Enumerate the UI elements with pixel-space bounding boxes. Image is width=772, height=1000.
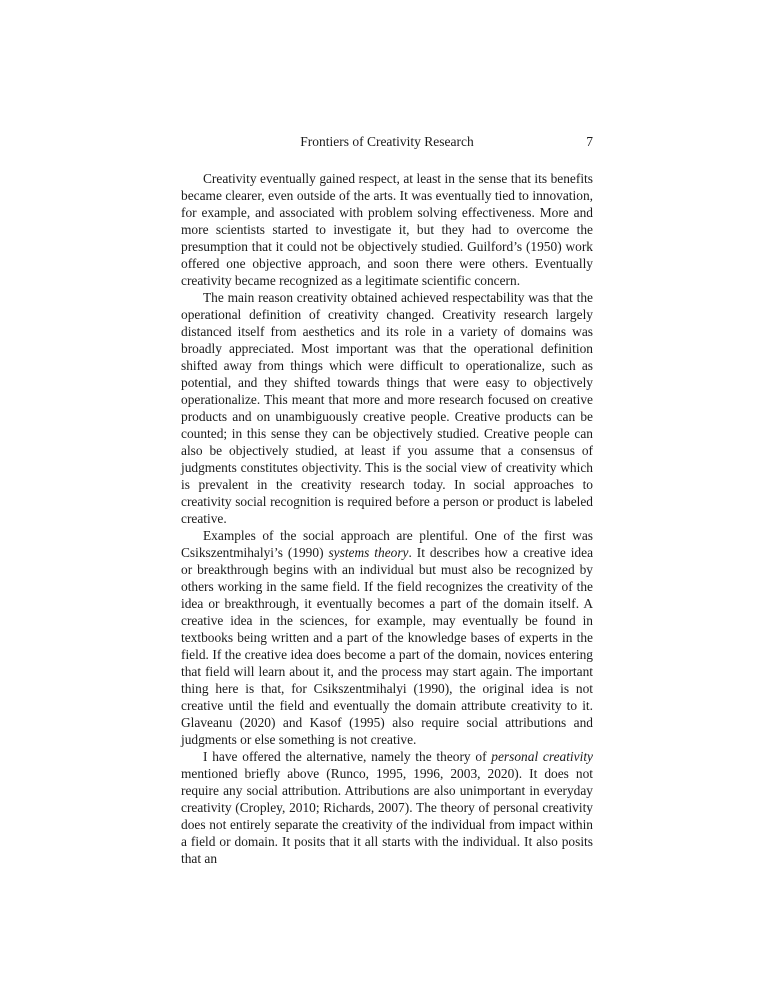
running-title: Frontiers of Creativity Research <box>300 134 474 149</box>
body-text <box>181 170 593 867</box>
paragraph-3-emphasis: systems theory <box>328 545 409 560</box>
paragraph-4-emphasis: personal creativity <box>491 749 593 764</box>
running-header <box>181 132 593 152</box>
paragraph-1: Creativity eventually gained respect, at least in the sense that its benefits became clearer, even outside of the arts. It was eventually tied to innovation, for example, and associated with problem solving effectiveness. More and more scientists started to investigate it, but they had to overcome the presumption that it could not be objectively studied. Guilford’s (1950) work offered one objective approach, and soon there were others. Eventually creativity became recognized as a legitimate scientific concern. <box>181 171 593 288</box>
paragraph-3-text-before: Examples of the social approach are plentiful. One of the first was Csikszentmihalyi’s (1990) <box>181 528 593 560</box>
paragraph-4-text-after: mentioned briefly above (Runco, 1995, 1996, 2003, 2020). It does not require any social attribution. Attributions are also unimportant in everyday creativity (Cropley, 2010; Richards, 2007). The theory of personal creativity does not entirely separate the creativity of the individual from impact within a field or domain. It posits that it all starts with the individual. It also posits that an <box>181 766 593 866</box>
page-number: 7 <box>586 134 593 149</box>
paragraph-4-text-before: I have offered the alternative, namely the theory of <box>203 749 492 764</box>
paragraph-3 <box>181 527 593 748</box>
paragraph-4 <box>181 748 593 867</box>
paragraph-3-text-after: . It describes how a creative idea or breakthrough begins with an individual but must also be recognized by others working in the same field. If the field recognizes the creativity of the idea or breakthrough, it eventually becomes a part of the domain itself. A creative idea in the sciences, for example, may eventually be found in textbooks being written and a part of the knowledge bases of experts in the field. If the creative idea does become a part of the domain, novices entering that field will learn about it, and the process may start again. The important thing here is that, for Csikszentmihalyi (1990), the original idea is not creative until the field and eventually the domain attribute creativity to it. Glaveanu (2020) and Kasof (1995) also require social attributions and judgments or else something is not creative. <box>181 545 594 747</box>
paragraph-2: The main reason creativity obtained achieved respectability was that the operational definition of creativity changed. Creativity research largely distanced itself from aesthetics and its role in a variety of domains was broadly appreciated. Most important was that the operational definition shifted away from things which were difficult to operationalize, such as potential, and they shifted towards things that were easy to objectively operationalize. This meant that more and more research focused on creative products and on unambiguously creative people. Creative products can be counted; in this sense they can be objectively studied. Creative people can also be objectively studied, at least if you assume that a consensus of judgments constitutes objectivity. This is the social view of creativity which is prevalent in the creativity research today. In social approaches to creativity social recognition is required before a person or product is labeled creative. <box>181 290 593 526</box>
